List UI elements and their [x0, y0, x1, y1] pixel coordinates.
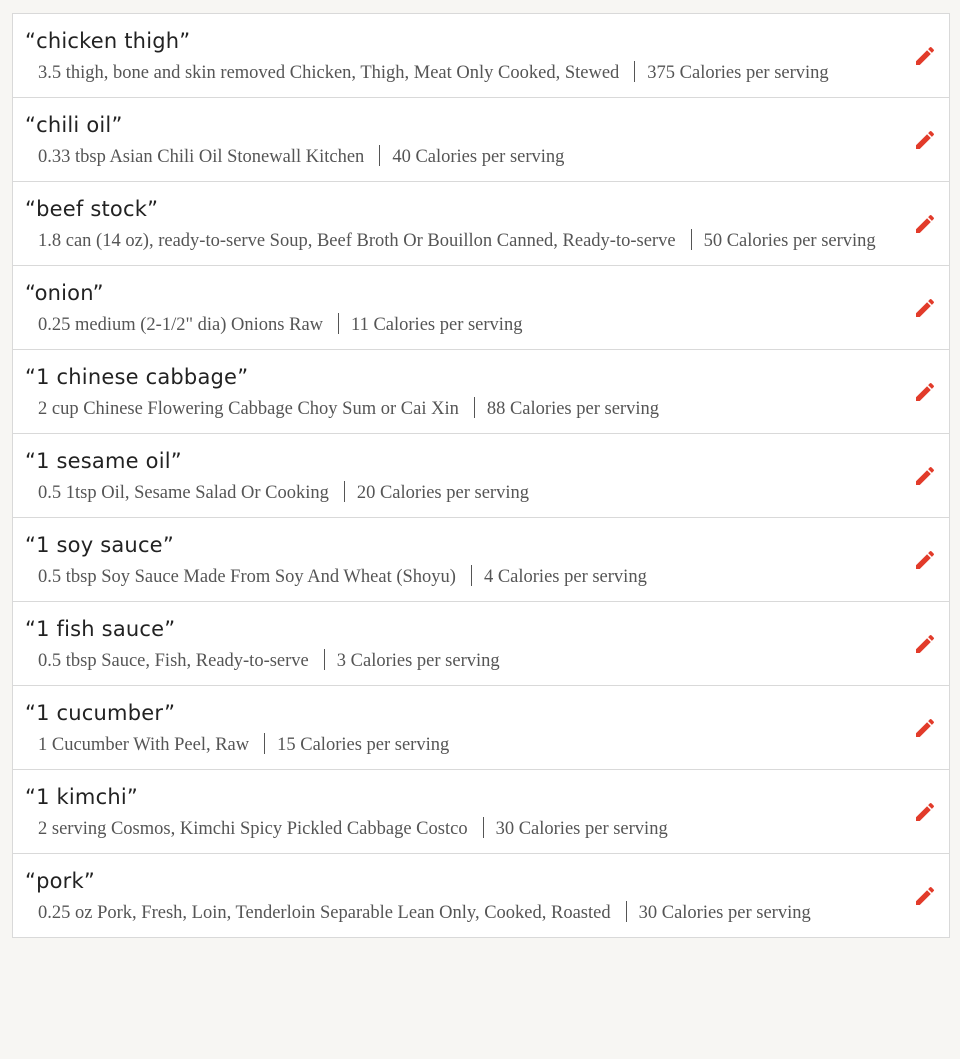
ingredient-detail — [38, 480, 889, 506]
ingredient-description: 2 serving Cosmos, Kimchi Spicy Pickled Cabbage Costco — [38, 819, 468, 839]
pencil-icon — [913, 716, 937, 740]
separator — [344, 481, 345, 502]
ingredient-name: “beef stock” — [25, 197, 159, 221]
ingredient-row — [13, 14, 949, 98]
ingredient-name: “1 fish sauce” — [25, 617, 176, 641]
pencil-icon — [913, 296, 937, 320]
ingredient-calories: 20 Calories per serving — [356, 483, 529, 503]
separator — [626, 901, 627, 922]
ingredient-name-text: beef stock — [36, 197, 148, 221]
ingredient-description: 0.33 tbsp Asian Chili Oil Stonewall Kitchen — [38, 147, 365, 167]
ingredient-name-text: onion — [34, 281, 93, 305]
separator — [483, 817, 484, 838]
ingredient-detail — [38, 732, 889, 758]
ingredient-name: “1 soy sauce” — [25, 533, 174, 557]
ingredient-name: “1 chinese cabbage” — [25, 365, 249, 389]
ingredient-row — [13, 770, 949, 854]
edit-button[interactable] — [913, 884, 937, 908]
ingredient-description: 2 cup Chinese Flowering Cabbage Choy Sum or Cai Xin — [38, 399, 459, 419]
edit-button[interactable] — [913, 128, 937, 152]
edit-button[interactable] — [913, 632, 937, 656]
pencil-icon — [913, 380, 937, 404]
ingredient-list — [12, 13, 950, 938]
ingredient-name: “onion” — [25, 281, 104, 305]
ingredient-detail — [38, 900, 889, 926]
ingredient-name: “1 cucumber” — [25, 701, 176, 725]
edit-button[interactable] — [913, 716, 937, 740]
ingredient-description: 1.8 can (14 oz), ready-to-serve Soup, Beef Broth Or Bouillon Canned, Ready-to-serve — [38, 231, 676, 251]
separator — [379, 145, 380, 166]
pencil-icon — [913, 632, 937, 656]
ingredient-name-text: 1 chinese cabbage — [36, 365, 238, 389]
ingredient-detail — [38, 312, 889, 338]
ingredient-detail — [38, 396, 889, 422]
ingredient-description: 1 Cucumber With Peel, Raw — [38, 735, 250, 755]
ingredient-calories: 3 Calories per serving — [336, 651, 500, 671]
ingredient-detail — [38, 228, 889, 254]
edit-button[interactable] — [913, 212, 937, 236]
edit-button[interactable] — [913, 296, 937, 320]
ingredient-name-text: chili oil — [36, 113, 112, 137]
ingredient-calories: 40 Calories per serving — [392, 147, 565, 167]
ingredient-row — [13, 98, 949, 182]
separator — [634, 61, 635, 82]
ingredient-row — [13, 602, 949, 686]
ingredient-detail — [38, 816, 889, 842]
pencil-icon — [913, 884, 937, 908]
ingredient-description: 0.25 medium (2-1/2" dia) Onions Raw — [38, 315, 324, 335]
ingredient-name: “chicken thigh” — [25, 29, 191, 53]
ingredient-description: 0.5 tbsp Sauce, Fish, Ready-to-serve — [38, 651, 309, 671]
ingredient-name: “1 sesame oil” — [25, 449, 182, 473]
ingredient-calories: 30 Calories per serving — [638, 903, 811, 923]
pencil-icon — [913, 464, 937, 488]
ingredient-row — [13, 518, 949, 602]
ingredient-name: “pork” — [25, 869, 95, 893]
ingredient-name-text: 1 kimchi — [36, 785, 127, 809]
pencil-icon — [913, 44, 937, 68]
edit-button[interactable] — [913, 548, 937, 572]
ingredient-calories: 4 Calories per serving — [483, 567, 647, 587]
ingredient-name-text: 1 fish sauce — [36, 617, 165, 641]
ingredient-name: “chili oil” — [25, 113, 123, 137]
ingredient-description: 3.5 thigh, bone and skin removed Chicken, Thigh, Meat Only Cooked, Stewed — [38, 63, 620, 83]
ingredient-calories: 15 Calories per serving — [277, 735, 450, 755]
ingredient-row — [13, 686, 949, 770]
separator — [471, 565, 472, 586]
ingredient-detail — [38, 60, 889, 86]
ingredient-detail — [38, 648, 889, 674]
ingredient-name-text: 1 cucumber — [36, 701, 165, 725]
pencil-icon — [913, 800, 937, 824]
separator — [338, 313, 339, 334]
ingredient-name-text: pork — [36, 869, 84, 893]
ingredient-calories: 50 Calories per serving — [703, 231, 876, 251]
pencil-icon — [913, 548, 937, 572]
ingredient-name: “1 kimchi” — [25, 785, 138, 809]
ingredient-calories: 30 Calories per serving — [495, 819, 668, 839]
ingredient-row — [13, 350, 949, 434]
pencil-icon — [913, 128, 937, 152]
ingredient-row — [13, 854, 949, 938]
separator — [324, 649, 325, 670]
separator — [691, 229, 692, 250]
ingredient-name-text: chicken thigh — [36, 29, 180, 53]
edit-button[interactable] — [913, 464, 937, 488]
edit-button[interactable] — [913, 800, 937, 824]
ingredient-description: 0.5 1tsp Oil, Sesame Salad Or Cooking — [38, 483, 329, 503]
ingredient-row — [13, 266, 949, 350]
ingredient-description: 0.25 oz Pork, Fresh, Loin, Tenderloin Separable Lean Only, Cooked, Roasted — [38, 903, 611, 923]
ingredient-detail — [38, 144, 889, 170]
ingredient-description: 0.5 tbsp Soy Sauce Made From Soy And Wheat (Shoyu) — [38, 567, 456, 587]
edit-button[interactable] — [913, 380, 937, 404]
ingredient-calories: 375 Calories per serving — [647, 63, 829, 83]
ingredient-row — [13, 434, 949, 518]
ingredient-name-text: 1 soy sauce — [36, 533, 163, 557]
pencil-icon — [913, 212, 937, 236]
ingredient-calories: 88 Calories per serving — [486, 399, 659, 419]
ingredient-row — [13, 182, 949, 266]
ingredient-calories: 11 Calories per serving — [351, 315, 523, 335]
ingredient-detail — [38, 564, 889, 590]
ingredient-name-text: 1 sesame oil — [36, 449, 171, 473]
edit-button[interactable] — [913, 44, 937, 68]
separator — [474, 397, 475, 418]
separator — [264, 733, 265, 754]
